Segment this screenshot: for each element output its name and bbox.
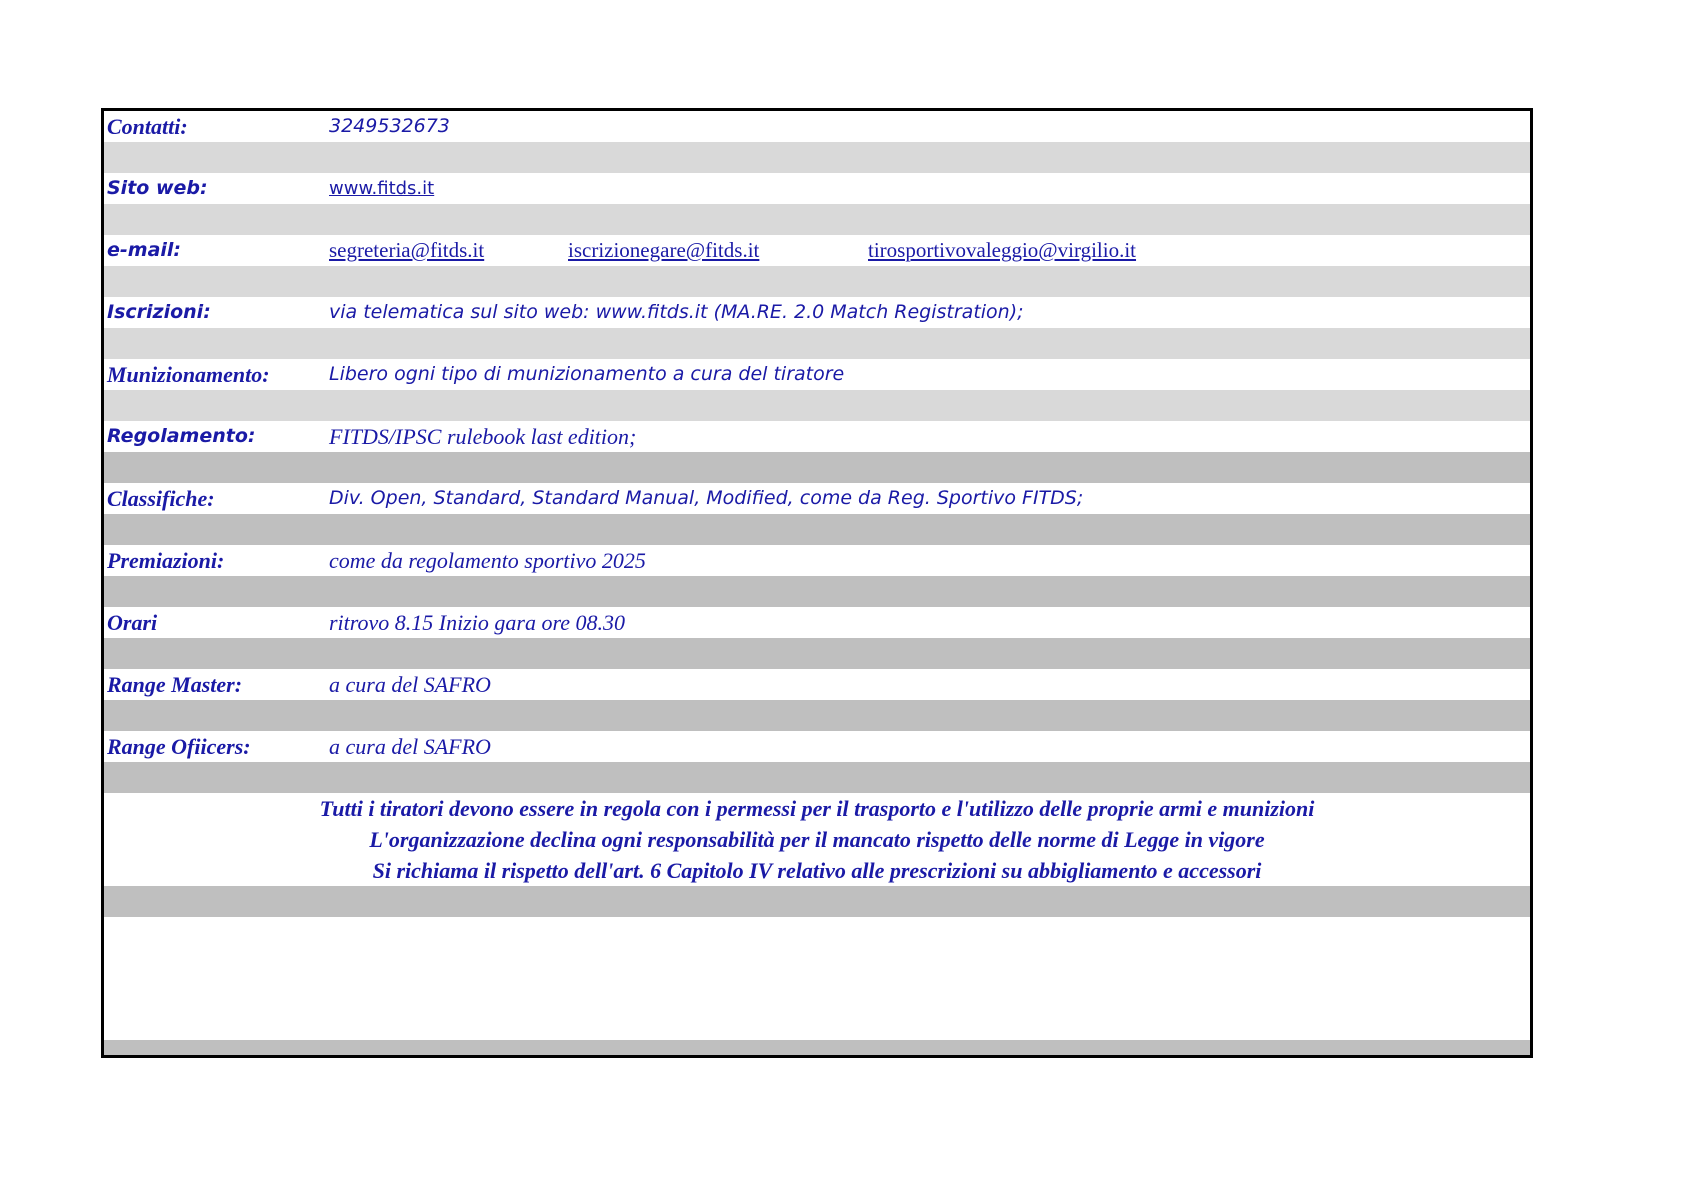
range-master-value: a cura del SAFRO bbox=[329, 672, 491, 697]
row-separator bbox=[104, 700, 1530, 731]
row-separator bbox=[104, 452, 1530, 483]
schedule-value: ritrovo 8.15 Inizio gara ore 08.30 bbox=[329, 610, 625, 635]
awards-label: Premiazioni: bbox=[107, 548, 225, 573]
email-label: e-mail: bbox=[107, 239, 182, 261]
registration-row bbox=[104, 297, 1530, 328]
row-separator bbox=[104, 266, 1530, 297]
website-row bbox=[104, 173, 1530, 204]
ammunition-label: Munizionamento: bbox=[107, 362, 270, 387]
row-separator bbox=[104, 576, 1530, 607]
blank-area bbox=[104, 917, 1530, 1040]
ammunition-value: Libero ogni tipo di munizionamento a cura del tiratore bbox=[329, 363, 845, 385]
event-info-table bbox=[101, 108, 1533, 1058]
range-master-row bbox=[104, 669, 1530, 700]
row-separator bbox=[104, 638, 1530, 669]
email-link-valeggio[interactable]: tirosportivovaleggio@virgilio.it bbox=[868, 238, 1137, 262]
row-separator bbox=[104, 390, 1530, 421]
range-officers-label: Range Ofiicers: bbox=[107, 734, 251, 759]
website-link[interactable]: www.fitds.it bbox=[329, 178, 435, 199]
email-link-iscrizioni[interactable]: iscrizionegare@fitds.it bbox=[568, 238, 760, 262]
contacts-value: 3249532673 bbox=[329, 115, 450, 137]
rankings-row bbox=[104, 483, 1530, 514]
notes-block bbox=[104, 793, 1530, 886]
row-separator bbox=[104, 762, 1530, 793]
row-separator bbox=[104, 204, 1530, 235]
email-row bbox=[104, 235, 1530, 266]
rankings-label: Classifiche: bbox=[107, 486, 215, 511]
registration-label: Iscrizioni: bbox=[107, 301, 211, 323]
registration-value: via telematica sul sito web: www.fitds.it (MA.RE. 2.0 Match Registration); bbox=[329, 301, 1024, 323]
schedule-row bbox=[104, 607, 1530, 638]
note-permits: Tutti i tiratori devono essere in regola con i permessi per il trasporto e l'utilizzo delle proprie armi e munizioni bbox=[319, 796, 1315, 821]
contacts-label: Contatti: bbox=[107, 114, 188, 139]
row-separator bbox=[104, 886, 1530, 917]
website-label: Sito web: bbox=[107, 177, 208, 199]
awards-row bbox=[104, 545, 1530, 576]
range-master-label: Range Master: bbox=[107, 672, 243, 697]
awards-value: come da regolamento sportivo 2025 bbox=[329, 548, 646, 573]
row-separator bbox=[104, 514, 1530, 545]
row-separator bbox=[104, 142, 1530, 173]
contacts-row bbox=[104, 111, 1530, 142]
row-separator bbox=[104, 1040, 1530, 1058]
schedule-label: Orari bbox=[107, 610, 158, 635]
row-separator bbox=[104, 328, 1530, 359]
rules-row bbox=[104, 421, 1530, 452]
range-officers-value: a cura del SAFRO bbox=[329, 734, 491, 759]
ammunition-row bbox=[104, 359, 1530, 390]
note-responsibility: L'organizzazione declina ogni responsabilità per il mancato rispetto delle norme di Legge in vigore bbox=[369, 827, 1265, 852]
note-clothing: Si richiama il rispetto dell'art. 6 Capitolo IV relativo alle prescrizioni su abbigliamento e accessori bbox=[372, 858, 1262, 883]
rankings-value: Div. Open, Standard, Standard Manual, Modified, come da Reg. Sportivo FITDS; bbox=[329, 487, 1084, 509]
email-link-segreteria[interactable]: segreteria@fitds.it bbox=[329, 238, 485, 262]
rules-label: Regolamento: bbox=[107, 425, 256, 447]
rules-value: FITDS/IPSC rulebook last edition; bbox=[329, 424, 637, 449]
range-officers-row bbox=[104, 731, 1530, 762]
